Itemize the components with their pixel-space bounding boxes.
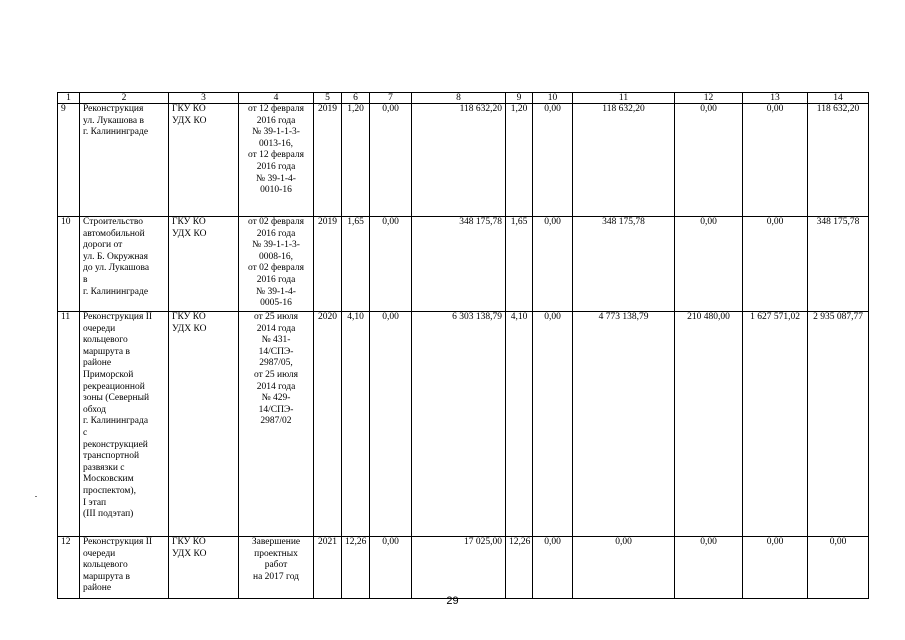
col-11: 4 773 138,79 — [573, 312, 675, 537]
permit-docs-line: от 12 февраля — [247, 104, 305, 114]
object-name-line: районе — [83, 583, 112, 594]
permit-docs-line: 0010-16 — [260, 185, 292, 196]
permit-docs-line: 14/СПЭ- — [258, 346, 294, 357]
object-name — [80, 104, 169, 217]
col-13: 0,00 — [743, 537, 808, 599]
permit-docs-line: от 12 февраля — [247, 150, 305, 161]
object-name-line: Реконструкция II — [83, 312, 153, 322]
year: 2020 — [314, 312, 342, 537]
table-row — [58, 217, 869, 312]
customer-line: ГКУ КО — [172, 537, 206, 547]
permit-docs-line: работ — [264, 560, 288, 571]
length-col-9: 12,26 — [506, 537, 533, 599]
permit-docs — [239, 104, 314, 217]
object-name-line: ул. Лукашова в — [83, 115, 144, 126]
col-12: 210 480,00 — [675, 312, 743, 537]
row-number: 9 — [58, 104, 80, 217]
row-number: 11 — [58, 312, 80, 537]
object-name-line: ул. Б. Окружная — [83, 251, 148, 262]
length-total: 12,26 — [342, 537, 370, 599]
customer — [169, 217, 239, 312]
object-name-line: маршрута в — [83, 346, 130, 357]
customer — [169, 104, 239, 217]
customer — [169, 537, 239, 599]
object-name-line: г. Калининграда — [83, 416, 149, 427]
permit-docs-line: 2014 года — [256, 323, 296, 334]
customer-line: УДХ КО — [172, 115, 207, 126]
permit-docs-line: № 39-1-4- — [256, 286, 296, 297]
cost-total: 118 632,20 — [412, 104, 506, 217]
col-12: 0,00 — [675, 104, 743, 217]
object-name-line: Реконструкция II — [83, 537, 153, 547]
col-10: 0,00 — [533, 217, 573, 312]
col-7: 0,00 — [370, 537, 412, 599]
object-name-line: до ул. Лукашова — [83, 263, 150, 274]
permit-docs-line: проектных — [254, 548, 298, 559]
customer-line: ГКУ КО — [172, 217, 206, 227]
column-number-13: 13 — [743, 93, 808, 104]
col-13: 0,00 — [743, 217, 808, 312]
col-14: 118 632,20 — [808, 104, 869, 217]
col-13: 0,00 — [743, 104, 808, 217]
object-name-line: обход — [83, 404, 106, 415]
permit-docs-line: № 39-1-1-3- — [252, 240, 300, 251]
table-row — [58, 104, 869, 217]
object-name-line: проспектом), — [83, 485, 136, 496]
col-12: 0,00 — [675, 217, 743, 312]
row-number: 10 — [58, 217, 80, 312]
col-14: 0,00 — [808, 537, 869, 599]
permit-docs-line: Завершение — [251, 537, 301, 547]
object-name-line: зоны (Северный — [83, 393, 150, 404]
column-number-2: 2 — [80, 93, 169, 104]
permit-docs-line: 2014 года — [256, 381, 296, 392]
cost-total: 17 025,00 — [412, 537, 506, 599]
column-number-9: 9 — [506, 93, 533, 104]
customer-line: ГКУ КО — [172, 104, 206, 114]
object-name-line: дороги от — [83, 240, 123, 251]
object-name-line: рекреационной — [83, 381, 145, 392]
length-total: 1,65 — [342, 217, 370, 312]
object-name-line: кольцевого — [83, 335, 128, 346]
object-name-line: очереди — [83, 323, 116, 334]
customer-line: УДХ КО — [172, 228, 207, 239]
permit-docs-line: от 02 февраля — [247, 217, 305, 227]
object-name-line: маршрута в — [83, 571, 130, 582]
column-number-14: 14 — [808, 93, 869, 104]
col-11: 0,00 — [573, 537, 675, 599]
object-name-line: районе — [83, 358, 112, 369]
column-number-10: 10 — [533, 93, 573, 104]
column-number-7: 7 — [370, 93, 412, 104]
column-number-5: 5 — [314, 93, 342, 104]
cost-total: 6 303 138,79 — [412, 312, 506, 537]
permit-docs-line: № 431- — [261, 335, 291, 346]
permit-docs-line: от 02 февраля — [247, 263, 305, 274]
permit-docs-line: на 2017 год — [252, 571, 300, 582]
permit-docs-line: 2016 года — [256, 161, 296, 172]
length-total: 4,10 — [342, 312, 370, 537]
column-number-6: 6 — [342, 93, 370, 104]
permit-docs-line: 2987/02 — [260, 416, 292, 427]
scan-speck — [35, 496, 37, 497]
customer-line: УДХ КО — [172, 323, 207, 334]
object-name — [80, 537, 169, 599]
table-row — [58, 312, 869, 537]
row-number: 12 — [58, 537, 80, 599]
permit-docs — [239, 217, 314, 312]
customer-line: УДХ КО — [172, 548, 207, 559]
permit-docs-line: 14/СПЭ- — [258, 404, 294, 415]
col-14: 2 935 087,77 — [808, 312, 869, 537]
col-11: 118 632,20 — [573, 104, 675, 217]
investment-table — [57, 92, 869, 599]
object-name-line: I этап — [83, 497, 107, 508]
column-number-8: 8 — [412, 93, 506, 104]
permit-docs-line: 2016 года — [256, 115, 296, 126]
col-12: 0,00 — [675, 537, 743, 599]
permit-docs — [239, 537, 314, 599]
column-number-11: 11 — [573, 93, 675, 104]
column-number-row — [58, 93, 869, 104]
object-name-line: очереди — [83, 548, 116, 559]
col-10: 0,00 — [533, 537, 573, 599]
length-col-9: 1,20 — [506, 104, 533, 217]
col-10: 0,00 — [533, 312, 573, 537]
permit-docs-line: 0005-16 — [260, 298, 292, 309]
column-number-3: 3 — [169, 93, 239, 104]
object-name-line: Реконструкция — [83, 104, 144, 114]
object-name-line: Московским — [83, 474, 134, 485]
col-14: 348 175,78 — [808, 217, 869, 312]
col-7: 0,00 — [370, 312, 412, 537]
permit-docs — [239, 312, 314, 537]
object-name-line: с — [83, 427, 88, 438]
object-name-line: г. Калининграде — [83, 127, 149, 138]
customer-line: ГКУ КО — [172, 312, 206, 322]
permit-docs-line: от 25 июля — [253, 312, 299, 322]
object-name-line: развязки с — [83, 462, 125, 473]
permit-docs-line: № 39-1-4- — [256, 173, 296, 184]
object-name — [80, 217, 169, 312]
cost-total: 348 175,78 — [412, 217, 506, 312]
column-number-1: 1 — [58, 93, 80, 104]
year: 2019 — [314, 104, 342, 217]
year: 2021 — [314, 537, 342, 599]
column-number-12: 12 — [675, 93, 743, 104]
permit-docs-line: 2016 года — [256, 228, 296, 239]
length-col-9: 4,10 — [506, 312, 533, 537]
page-number: 29 — [446, 595, 459, 607]
table-row — [58, 537, 869, 599]
length-col-9: 1,65 — [506, 217, 533, 312]
permit-docs-line: 0013-16, — [258, 138, 294, 149]
year: 2019 — [314, 217, 342, 312]
permit-docs-line: 0008-16, — [258, 251, 294, 262]
object-name-line: Строительство — [83, 217, 144, 227]
object-name-line: кольцевого — [83, 560, 128, 571]
permit-docs-line: от 25 июля — [253, 369, 299, 380]
col-13: 1 627 571,02 — [743, 312, 808, 537]
customer — [169, 312, 239, 537]
col-7: 0,00 — [370, 104, 412, 217]
object-name-line: г. Калининграде — [83, 286, 149, 297]
permit-docs-line: № 429- — [261, 393, 291, 404]
object-name-line: транспортной — [83, 451, 140, 462]
col-7: 0,00 — [370, 217, 412, 312]
col-11: 348 175,78 — [573, 217, 675, 312]
object-name-line: (III подэтап) — [83, 509, 134, 520]
column-number-4: 4 — [239, 93, 314, 104]
object-name-line: автомобильной — [83, 228, 145, 239]
object-name-line: Приморской — [83, 369, 134, 380]
permit-docs-line: 2016 года — [256, 274, 296, 285]
object-name — [80, 312, 169, 537]
permit-docs-line: № 39-1-1-3- — [252, 127, 300, 138]
permit-docs-line: 2987/05, — [259, 358, 293, 369]
object-name-line: в — [83, 274, 88, 285]
object-name-line: реконструкцией — [83, 439, 148, 450]
length-total: 1,20 — [342, 104, 370, 217]
col-10: 0,00 — [533, 104, 573, 217]
